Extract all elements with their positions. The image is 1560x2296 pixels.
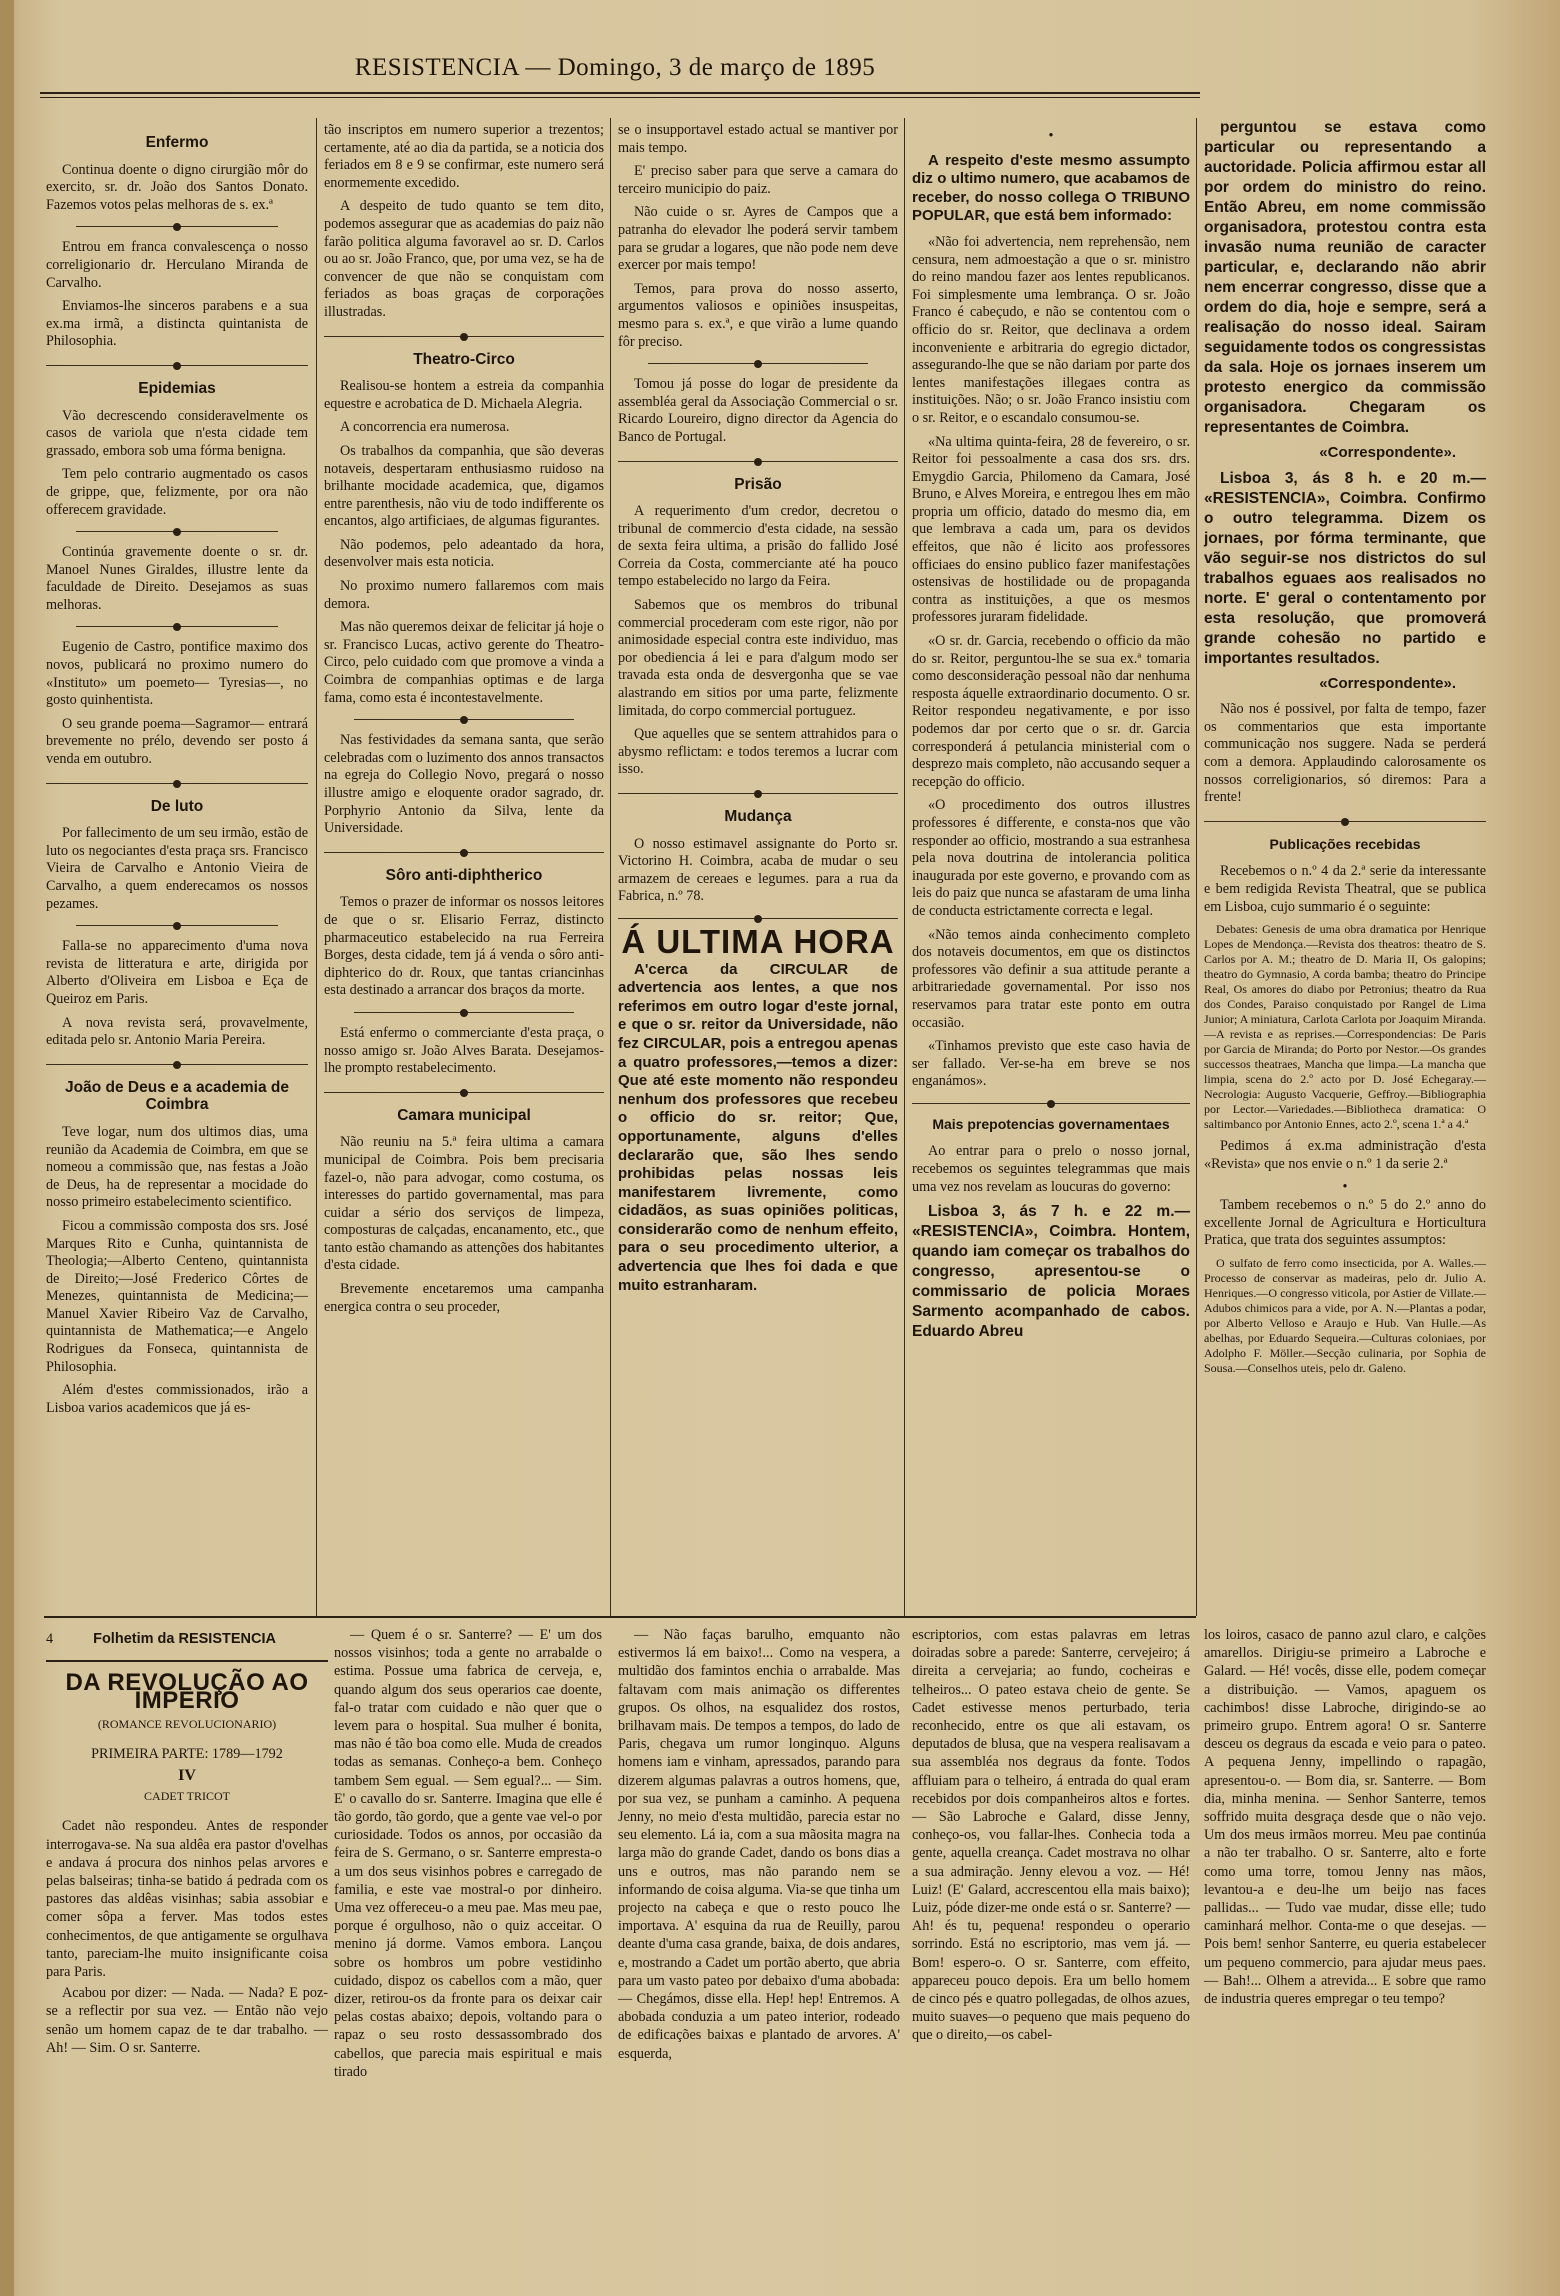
article-paragraph: «O sr. dr. Garcia, recebendo o officio da mão do sr. Reitor, perguntou-lhe se sua ex.ª tomaria como desconsideração pessoal não dar nenhuma resposta áquelle extraordinario documento. O sr. Reitor respondeu negativamente, e por isso podemos dar por certo que o sr. dr. Garcia corresponderá á petulancia ministerial com o desprezo mais completo, não accusando sequer a recepção do officio. (912, 633, 1190, 790)
separator (46, 1064, 308, 1065)
article-paragraph: Teve logar, num dos ultimos dias, uma reunião da Academia de Coimbra, em que se nomeou a commissão que, nas festas a João de Deus, ha de representar a mocidade do nosso primeiro estabelecimento scientifico. (46, 1123, 308, 1211)
separator (324, 336, 604, 337)
article-paragraph: No proximo numero fallaremos com mais demora. (324, 578, 604, 612)
section-title-prepotencias: Mais prepotencias governamentaes (932, 1115, 1170, 1132)
article-paragraph: A requerimento d'um credor, decretou o tribunal de commercio d'esta cidade, na sessão de sexta feira ultima, a prisão do fallido José Correia da Costa, commerciante até ha pouco tempo estabelecido no largo da Feira. (618, 503, 898, 590)
feuilleton-column-5 (1204, 1626, 1486, 2011)
article-paragraph: Sabemos que os membros do tribunal commercial procederam com este rigor, não por animosidade especial contra este individuo, mas por obediencia á lei e para d'algum modo ser travada esta onda de desvergonha que se vae alastrando em sitios por uma parte, felizmente limitada, do corpo commercial portuguez. (618, 597, 898, 719)
feuilleton-column-2 (334, 1626, 602, 2084)
article-paragraph: Recebemos o n.º 4 da 2.ª serie da interessante e bem redigida Revista Theatral, que se publica em Lisboa, cujo summario é o seguinte: (1204, 863, 1486, 915)
article-paragraph: Temos, para prova do nosso asserto, argumentos valiosos e opiniões insuspeitas, mesmo para s. ex.ª, e que virão a lume quando fôr preciso. (618, 280, 898, 350)
masthead-title: RESISTENCIA — Domingo, 3 de março de 1895 (354, 54, 876, 81)
article-paragraph: A concorrencia era numerosa. (340, 419, 510, 436)
separator (618, 461, 898, 462)
article-paragraph: Pedimos á ex.ma administração d'esta «Revista» que nos envie o n.º 1 da serie 2.ª (1204, 1138, 1486, 1172)
article-paragraph: Não nos é possivel, por falta de tempo, fazer os commentarios que esta importante communicação nos suggere. Nada se perderá com a demora. Applaudindo calorosamente os nossos correligionarios, só diremos: Para a frente! (1204, 701, 1486, 806)
headline-ultima-hora: Á ULTIMA HORA (621, 922, 895, 960)
article-paragraph: Temos o prazer de informar os nossos leitores de que o sr. Elisario Ferraz, distincto pharmaceutico estabelecido na rua Ferreira Borges, desta cidade, tem já á venda o sôro anti-diphterico do dr. Roux, que tantas criancinhas esta destinado a arrancar dos braços da morte. (324, 894, 604, 999)
summary-small-text: Debates: Genesis de uma obra dramatica por Henrique Lopes de Mendonça.—Revista dos theatros: theatro de S. Carlos por A. M.; theatro de D. Maria II, Os galopins; theatro do Gymnasio, A corda bamba; theatro do Principe Real, Os amores do diabo por Petronius; theatro da Rua dos Condes, Paraiso conquistado por Rangel de Lima Junior; A miniatura, Carlota Carlota por Joaquim Miranda.—A revista e as reprises.—Correspondencias: De Paris por Garcia de Miranda; do Porto por Nestor.—Os grandes successos theatraes, Mancha que limpa.—La mancha que limpia, scena do 2.º acto por D. José Echegaray.—Necrologia: Augusto Vacquerie, Geffroy.—Bibliographia por Lector.—Variedades.—Bibliotheca dramatica: O saltimbanco por Antonio Ennes, acto 2.º, scena 1.ª a 4.ª (1204, 922, 1486, 1132)
telegram-signature: «Correspondente». (1319, 674, 1456, 692)
article-paragraph: Enviamos-lhe sinceros parabens e a sua ex.ma irmã, a distincta quintanista de Philosophia. (46, 298, 308, 350)
feuilleton-rule (44, 1616, 1196, 1618)
header-rule (40, 92, 1200, 94)
article-paragraph: Ao entrar para o prelo o nosso jornal, recebemos os seguintes telegrammas que mais uma vez nos revelam as loucuras do governo: (912, 1143, 1190, 1195)
article-paragraph: Está enfermo o commerciante d'esta praça, o nosso amigo sr. João Alves Barata. Desejamos-lhe prompto restabelecimento. (324, 1024, 604, 1077)
feuilleton-paragraph: Cadet não respondeu. Antes de responder interrogava-se. Na sua aldêa era pastor d'ovelhas e andava á procura dos ninhos pelas arvores e pelas balseiras; tinha-se batido á pedrada com os pastores das aldêas visinhas; sabia assobiar e comer sôpa a ferver. Mas todos estes conhecimentos, de que antigamente se orgulhava tanto, pareciam-lhe muito insignificante coisa para Paris. (46, 1818, 328, 1981)
separator (354, 1012, 574, 1013)
separator (618, 793, 898, 794)
article-paragraph: «Não temos ainda conhecimento completo dos notaveis documentos, em que os distinctos professores vão definir a sua attitude perante a arbitrariedade governamental. Por isso nos reservamos para tratar este ponto em outra occasião. (912, 926, 1190, 1031)
article-paragraph: Continúa gravemente doente o sr. dr. Manoel Nunes Giraldes, illustre lente da faculdade de Direito. Desejamos as suas melhoras. (46, 544, 308, 613)
section-title-respeito: A respeito d'este mesmo assumpto diz o ultimo numero, que acabamos de receber, do nosso collega O TRIBUNO POPULAR, que está bem informado: (912, 151, 1190, 225)
feuilleton-number: 4 (46, 1631, 54, 1647)
separator (76, 226, 278, 227)
telegram-2: Lisboa 3, ás 8 h. e 20 m.— «RESISTENCIA», Coimbra. Confirmo o outro telegramma. Dizem os jornaes, por fórma terminante, que vão seguir-se nos districtos do sul trabalhos eguaes aos realisados no norte. E' geral o contentamento por esta resolução, que promoverá grande cohesão no partido e importantes resultados. (1204, 469, 1486, 667)
article-paragraph: Brevemente encetaremos uma campanha energica contra o seu proceder, (324, 1281, 604, 1315)
section-title-publicacoes: Publicações recebidas (1269, 835, 1421, 852)
header-rule-thin (40, 97, 1200, 98)
article-paragraph: «O procedimento dos outros illustres professores é differente, e consta-nos que vão responder ao officio, mostrando a sua estranhesa pela nova doutrina de intolerancia politica inaugurada por este governo, e provando com as leis do paiz que nunca se afastaram de uma linha de conducta estrictamente correcta e legal. (912, 797, 1190, 919)
article-paragraph: Mas não queremos deixar de felicitar já hoje o sr. Francisco Lucas, activo gerente do Theatro-Circo, pelo cuidado com que promove a vinda a Coimbra de companhias optimas e de larga fama, como esta é incontestavelmente. (324, 619, 604, 706)
article-paragraph: E' preciso saber para que serve a camara do terceiro municipio do paiz. (618, 163, 898, 197)
article-paragraph: Falla-se no apparecimento d'uma nova revista de litteratura e arte, dirigida por Alberto d'Oliveira em Lisboa e Eça de Queiroz em Paris. (46, 938, 308, 1007)
page-left-edge (0, 0, 14, 2296)
feuilleton-paragraph: los loiros, casaco de panno azul claro, e calções amarellos. Dirigiu-se primeiro a Labroche e Galard. — Hé! vocês, disse elle, podem começar a distribuição. — Vamos, apaguem os cachimbos! disse Labroche, dirigindo-se ao primeiro grupo. Entrem agora! O sr. Santerre desceu os degraus da escada e veio para o pateo. A pequena Jenny, impellindo o rapagão, apresentou-o. — Bom dia, sr. Santerre. — Bom dia, minha menina. — Senhor Santerre, temos soffrido muita desgraça desde que o não vejo. Um dos meus irmãos morreu. Meu pae continúa a não ter trabalho. O sr. Santerre, alto e forte como uma torre, tomou Jenny nas mãos, levantou-a e deu-lhe um beijo nas faces pallidas... — Tudo vae mudar, disse elle; tudo caminhará melhor. Conta-me o que desejas. — Pois bem! senhor Santerre, eu queria estabelecer um pequeno commercio, para ajudar meus paes. — Bah!... Olhem a atrevida... E sobre que ramo de industria queres empregar o teu tempo? (1204, 1627, 1486, 2008)
feuilleton-paragraph: Acabou por dizer: — Nada. — Nada? E poz-se a reflectir por sua vez. — Então não vejo senão um homem capaz de te dar trabalho. — Ah! — Sim. O sr. Santerre. (46, 1985, 328, 2056)
article-paragraph: O nosso estimavel assignante do Porto sr. Victorino H. Coimbra, acaba de mudar o seu armazem de cereaes e legumes. para a rua da Fabrica, n.º 78. (618, 835, 898, 905)
article-paragraph: Além d'estes commissionados, irão a Lisboa varios academicos que já es- (46, 1382, 308, 1416)
separator (324, 1092, 604, 1093)
separator (648, 363, 868, 364)
separator (46, 783, 308, 784)
article-paragraph: «Na ultima quinta-feira, 28 de fevereiro, o sr. Reitor foi pessoalmente a casa dos srs. drs. Emygdio Garcia, Philomeno da Camara, José Bruno, e Alves Moreira, e entregou lhes em mão propria um officio, datado do mesmo dia, em que lembrava a cada um, para os devidos effeitos, que não é licito aos professores officiaes do ensino publico fazer manifestações ostensivas de hostilidade ou de propaganda contra as instituições, a que os mesmos professores juraram fidelidade. (912, 433, 1190, 626)
article-paragraph: «Não foi advertencia, nem reprehensão, nem censura, nem admoestação a que o sr. ministro do reino mandou fazer aos lentes republicanos. Foi simplesmente uma lembrança. O sr. João Franco é cabeçudo, e não se contentou com o officio do sr. Reitor, que declinava a ordem inconveniente e arbitraria do egregio dictador, assegurando-lhe que se não dariam por parte dos lentes manifestações illegaes contra as instituições. Não; o sr. João Franco insistiu com o sr. Reitor, e o escandalo consumou-se. (912, 233, 1190, 426)
column-divider (316, 118, 317, 1616)
section-title-epidemias: Epidemias (138, 379, 216, 397)
feuilleton-chapter: IV (178, 1767, 196, 1785)
column-1 (46, 126, 308, 1423)
article-paragraph: Não podemos, pelo adeantado da hora, desenvolver mais esta noticia. (324, 536, 604, 571)
article-paragraph: Tem pelo contrario augmentado os casos de grippe, que, felizmente, por ora não offerecem gravidade. (46, 466, 308, 518)
ultima-hora-text: A'cerca da CIRCULAR de advertencia aos lentes, a que nos referimos em outro logar d'este jornal, e que o sr. reitor da Universidade, não fez CIRCULAR, pois a entregou apenas a quatro professores,—temos a dizer: Que até este momento não respondeu nenhum dos professores que recebeu o officio do sr. reitor; Que, opportunamente, alguns d'elles declararão que, são lhes sendo prohibidas pelas nossas leis manifestarem livremente, como cidadãos, as suas opiniões politicas, considerarão como de nenhum effeito, para o seu procedimento ulterior, a advertencia que lhes foi dada e que muito estranharam. (618, 960, 898, 1294)
column-divider (610, 118, 611, 1616)
article-paragraph: Ficou a commissão composta dos srs. José Marques Rito e Cunha, quintannista de Theologia;—Alberto Centeno, quintannista de Direito;—José Frederico Côrtes de Menezes, quintannista de Medicina;—Manuel Xavier Ribeiro Vaz de Carvalho, quintannista de Mathematica;—e Angelo Rodrigues da Fonseca, quintannista de Philosophia. (46, 1217, 308, 1375)
article-paragraph: Não reuniu na 5.ª feira ultima a camara municipal de Coimbra. Pois bem precisaria fazel-o, não para advogar, como costuma, os interesses do partido governamental, mas para cuidar a sério dos serviços de limpeza, composturas de calçadas, encanamento, etc., que tanto estão chamando as attenções dos habitantes d'esta cidade. (324, 1134, 604, 1274)
separator (76, 925, 278, 926)
separator (618, 918, 898, 919)
column-5: perguntou se estava como particular ou representando a auctoridade. Policia affirmou estar all por ordem do ministro do reino. Então Abreu, em nome commissão organisadora, protestou contra esta invasão numa reunião de caracter particular, e, declarando não abrir nem encerrar congresso, disse que a ordem do dia, hoje e sempre, será a realisação do nosso ideal. Sairam seguidamente todos os congressistas da sala. Hoje os jornaes inserem um protesto energico da commissão organisadora. Chegaram os representantes de Coimbra. «Correspondente». Lisboa 3, ás 8 h. e 20 m.— «RESISTENCIA», Coimbra. Confirmo o outro telegramma. Dizem os jornaes, por fórma terminante, que vão seguir-se nos districtos do sul trabalhos eguaes aos realisados no norte. E' geral o contentamento por esta resolução, que promoverá grande cohesão no partido e importantes resultados. «Correspondente». Não nos é possivel, por falta de tempo, fazer os commentarios que esta importante communicação nos suggere. Nada se perderá com a demora. Applaudindo calorosamente os nossos correligionarios, só diremos: Para a frente! Publicações recebidas Recebemos o n.º 4 da 2.ª serie da interessante e bem redigida Revista Theatral, que se publica em Lisboa, cujo summario é o seguinte: Debates: Genesis de uma obra dramatica por Henrique Lopes de Mendonça.—Revista dos theatros: theatro de S. Carlos por A. M.; theatro de D. Maria II, Os galopins; theatro do Gymnasio, A corda bamba; theatro do Principe Real, Os amores do diabo por Petronius; theatro da Rua dos Condes, Paraiso conquistado por Rangel de Lima Junior; A miniatura, Carlota Carlota por Joaquim Miranda.—A revista e as reprises.—Correspondencias: De Paris por Garcia de Miranda; do Porto por Nestor.—Os grandes successos theatraes, Mancha que limpa.—La mancha que limpia, scena do 2.º acto por D. José Echegaray.—Necrologia: Augusto Vacquerie, Geffroy.—Bibliographia por Lector.—Variedades.—Bibliotheca dramatica: O saltimbanco por Antonio Ennes, acto 2.º, scena 1.ª a 4.ª Pedimos á ex.ma administração d'esta «Revista» que nos envie o n.º 1 da serie 2.ª • Tambem recebemos o n.º 5 do 2.º anno do excellente Jornal de Agricultura e Horticultura Pratica, que trata dos seguintes assumptos: O sulfato de ferro como insecticida, por A. Walles.—Processo de conservar as madeiras, pelo dr. Julio A. Henriques.—O congresso viticola, por Astier de Villate.—Adubos chimicos para a vide, por A. N.—Plantas a podar, por Alberto Velloso e Araujo e Hub. Van Hulle.—As abelhas, por Eduardo Sequeira.—Culturas coloniaes, por Adolpho F. Möller.—Secção culinaria, por Sophia de Sousa.—Conselhos uteis, pelo dr. Galeno. (1204, 119, 1486, 1375)
feuilleton-column-1 (46, 1630, 328, 2060)
column-3 (618, 122, 898, 1301)
feuilleton-subtitle: (ROMANCE REVOLUCIONARIO) (97, 1716, 277, 1731)
summary-small-text: O sulfato de ferro como insecticida, por A. Walles.—Processo de conservar as madeiras, pelo dr. Julio A. Henriques.—O congresso viticola, por Astier de Villate.—Adubos chimicos para a vide, por A. N.—Plantas a podar, por Alberto Velloso e Araujo e Hub. Van Hulle.—As abelhas, por Eduardo Sequeira.—Culturas coloniaes, por Adolpho F. Möller.—Secção culinaria, por Sophia de Sousa.—Conselhos uteis, pelo dr. Galeno. (1204, 1255, 1486, 1375)
feuilleton-part: PRIMEIRA PARTE: 1789—1792 (91, 1745, 283, 1762)
feuilleton-column-4 (912, 1626, 1190, 2048)
feuilleton-paragraph: — Quem é o sr. Santerre? — E' um dos nossos visinhos; toda a gente no arrabalde o estima. Possue uma fabrica de cerveja, e, quando algum dos seus operarios cae doente, fal-o tratar com cuidado e não quer que o levem para o hospital. Sua mulher é bonita, mas não é tão boa como elle. Muda de creados todas as semanas. Conheço-a bem. Conheço tambem Sem egual. — Sem egual?... — Sim. E' o cavallo do sr. Santerre. Imagina que elle é tão gordo, tão gordo, que a gente vae vel-o por curiosidade. Todos os annos, por occasião da feira de S. Germano, o sr. Santerre empresta-o a um dos seus visinhos pobres e carregado de familia, e este vae mostral-o por dinheiro. Uma vez offereceu-o a meu pae. Mas meu pae, porque é orgulhoso, não o quiz acceitar. O menino já dorme. Vamos embora. Lançou sobre os hombros um pobre vestidinho cuidado, dispoz os cabellos com a mão, quer dizer, retirou-os da fronte para os deixar cair pelas costas abaixo; depois, voltando para o rapaz o seu rosto dessassombrado dos cabellos, que parecia mais espiritual e mais tirado (334, 1627, 602, 2080)
article-paragraph: Nas festividades da semana santa, que serão celebradas com o luzimento dos annos transactos na egreja do Collegio Novo, pregará o nosso illustre amigo e eloquente orador sagrado, dr. Porphyrio Antonio da Silva, lente da Universidade. (324, 732, 604, 837)
section-title-theatro-circo: Theatro-Circo (413, 350, 515, 368)
column-divider (1196, 118, 1197, 1616)
article-paragraph: tão inscriptos em numero superior a trezentos; certamente, até ao dia da partida, se a noticia dos feriados em 8 e 9 se confirmar, este numero será enormemente excedido. (324, 122, 604, 191)
article-paragraph: O seu grande poema—Sagramor— entrará brevemente no prélo, devendo ser posto á venda em outubro. (46, 715, 308, 768)
separator (76, 626, 278, 627)
section-title-enfermo: Enfermo (145, 134, 209, 151)
separator (354, 719, 574, 720)
feuilleton-rule-small (46, 1660, 328, 1662)
article-paragraph: Os trabalhos da companhia, que são deveras notaveis, despertaram enthusiasmo ruidoso na brilhante mocidade academica, que, digamos entre parenthesis, não viu de todo indifferente os encantos, algo artificiaes, de algumas figurantes. (324, 442, 604, 530)
article-paragraph: Que aquelles que se sentem attrahidos para o abysmo reflictam: e todos teremos a lucrar com isso. (618, 726, 898, 778)
section-title-soro: Sôro anti-diphtherico (385, 866, 543, 884)
separator (1204, 821, 1486, 822)
article-paragraph: se o insupportavel estado actual se mantiver por mais tempo. (618, 122, 898, 156)
separator (912, 1103, 1190, 1104)
telegram-1-continued: perguntou se estava como particular ou representando a auctoridade. Policia affirmou estar all por ordem do ministro do reino. Então Abreu, em nome commissão organisadora, protestou contra esta invasão numa reunião de caracter particular, e, declarando não abrir nem encerrar congresso, disse que a ordem do dia, hoje e sempre, será a realisação do nosso ideal. Sairam seguidamente todos os congressistas da sala. Hoje os jornaes inserem um protesto energico da commissão organisadora. Chegaram os representantes de Coimbra. (1204, 119, 1486, 436)
section-title-joao-de-deus: João de Deus e a academia de Coimbra (65, 1078, 289, 1114)
article-paragraph: Realisou-se hontem a estreia da companhia equestre e acrobatica de D. Michaela Alegria. (324, 378, 604, 412)
article-paragraph: Por fallecimento de um seu irmão, estão de luto os negociantes d'esta praça srs. Francisco Vieira de Carvalho e Antonio Vieira de Carvalho, a quem enderecamos os nossos pezames. (46, 825, 308, 912)
separator (46, 365, 308, 366)
article-paragraph: A nova revista será, provavelmente, editada pelo sr. Antonio Maria Pereira. (46, 1014, 308, 1049)
telegram-signature: «Correspondente». (1319, 444, 1456, 461)
article-paragraph: Continua doente o digno cirurgião môr do exercito, sr. dr. João dos Santos Donato. Fazemos votos pelas melhoras de s. ex.ª (46, 161, 308, 213)
feuilleton-chapter-title: CADET TRICOT (144, 1789, 230, 1804)
section-title-deluto: De luto (150, 797, 204, 815)
column-divider (904, 118, 905, 1616)
separator (76, 531, 278, 532)
article-paragraph: Entrou em franca convalescença o nosso correligionario dr. Herculano Miranda de Carvalho. (46, 239, 308, 291)
article-paragraph: Eugenio de Castro, pontifice maximo dos novos, publicará no proximo numero do «Instituto» um poemeto— Tyresias—, no gosto quinhentista. (46, 639, 308, 709)
separator (324, 852, 604, 853)
article-paragraph: Tambem recebemos o n.º 5 do 2.º anno do excellente Jornal de Agricultura e Horticultura Pratica, que trata dos seguintes assumptos: (1204, 1196, 1486, 1249)
feuilleton-paragraph: escriptorios, com estas palavras em letras doiradas sobre a parede: Santerre, cervejeiro; á direita a cervejaria; ao fundo, cocheiras e telheiros... O pateo estava cheio de gente. Se Cadet estivesse menos perturbado, teria reconhecido, entre os que ali estavam, os deputados de blusa, que na vespera realisavam a sua assembléa nos degraus da fonte. Todos affluiam para o telheiro, á entrada do qual eram recebidos por dois companheiros altos e fortes. — São Labroche e Galard, disse Jenny, conheço-os, vou fallar-lhes. Conhecia toda a gente, aquella creança. Cadet mostrava no olhar a sua admiração. Jenny elevou a voz. — Hé! Luiz! (E' Galard, accrescentou ella mais baixo); Luiz, póde dizer-me onde está o sr. Santerre? — Ah! és tu, pequena! respondeu o operario sorrindo. Está no escriptorio, mas vem já. — Bom! espero-o. O sr. Santerre, com effeito, appareceu pouco depois. Era um bello homem de cinco pés e quatro pollegadas, de olhos azues, muito suaves—o pequeno que mais pequeno do que o direito,—os cabel- (912, 1627, 1190, 2044)
feuilleton-paragraph: — Não faças barulho, emquanto não estivermos lá em baixo!... Como na vespera, a multidão dos famintos enchia o arrabalde. Mas faltavam com mais animação os differentes grupos. Os olhos, na esqualidez dos rostos, brilhavam mais. De tempos a tempos, do lado de Paris, chegava um rumor longinquo. Alguns homens iam e vinham, apressados, parando para dizerem algumas palavras a outros homens, que, por sua vez, se punham a caminho. A pequena Jenny, no meio d'esta multidão, parecia estar no seu elemento. Lá ia, com a sua mãosita magra na larga mão do grande Cadet, dando os bons dias a uns e outros, mas não parando nem se informando de coisa alguma. Via-se que tinha um projecto na cabeça e que o resto pouco lhe importava. A' esquina da rua de Reuilly, parou deante d'uma casa grande, baixa, de dois andares, e, mostrando a Cadet um portão aberto, que abria para um vasto pateo por debaixo d'uma abobada: — Chegámos, disse ella. Hep! hep! Entremos. A abobada conduzia a um pateo interior, rodeado de edificações baixas e plantado de arvores. A' esquerda, (618, 1627, 900, 2062)
article-paragraph: Vão decrescendo consideravelmente os casos de variola que n'esta cidade tem grassado, embora sob uma fórma benigna. (46, 407, 308, 459)
column-4: • A respeito d'este mesmo assumpto diz o ultimo numero, que acabamos de receber, do nosso collega O TRIBUNO POPULAR, que está bem informado: «Não foi advertencia, nem reprehensão, nem censura, nem admoestação a que o sr. ministro do reino mandou fazer aos lentes republicanos. Foi simplesmente uma lembrança. O sr. João Franco é cabeçudo, e não se contentou com o officio do sr. Reitor, que declinava a ordem inconveniente e arbitraria do egregio dictador, assegurando-lhe que se não dariam por parte dos lentes manifestações illegaes contra as instituições. Não; o sr. João Franco insistiu com o sr. Reitor, e o escandalo consumou-se. «Na ultima quinta-feira, 28 de fevereiro, o sr. Reitor foi pessoalmente a casa dos srs. drs. Emygdio Garcia, Philomeno da Camara, José Bruno, e Alves Moreira, e entregou lhes em mão propria um officio, datado do mesmo dia, em que lembrava a cada um, para os devidos effeitos, que não é licito aos professores officiaes do ensino publico fazer manifestações ostensivas de hostilidade ou de propaganda contra as instituições, a que os mesmos professores juraram fidelidade. «O sr. dr. Garcia, recebendo o officio da mão do sr. Reitor, perguntou-lhe se sua ex.ª tomaria como desconsideração pessoal não dar nenhuma resposta áquelle extraordinario documento. O sr. Reitor respondeu negativamente, e por isso podemos dar por certo que o sr. dr. Garcia corresponderá á petulancia ministerial com o desprezo mais completo, não accusando sequer a recepção do officio. «O procedimento dos outros illustres professores é differente, e consta-nos que vão responder ao officio, mostrando a sua estranhesa pela nova doutrina de intolerancia politica inaugurada por este governo, e provando com as leis do paiz que nunca se afastaram de uma linha de conducta estrictamente correcta e legal. «Não temos ainda conhecimento completo dos notaveis documentos, em que os distinctos professores vão definir a sua attitude perante a arbitrariedade governamental. Por isso nos reservamos para tratar este ponto em outra occasião. «Tinhamos previsto que este caso havia de ser fallado. Ver-se-ha em breve se nos enganámos». Mais prepotencias governamentaes Ao entrar para o prelo o nosso jornal, recebemos os seguintes telegrammas que mais uma vez nos revelam as loucuras do governo: Lisboa 3, ás 7 h. e 22 m.— «RESISTENCIA», Coimbra. Hontem, quando iam começar os trabalhos do congresso, apresentou-se o commissario de policia Moraes Sarmento acompanhado de cabos. Eduardo Abreu (912, 128, 1190, 1341)
feuilleton-title: DA REVOLUÇÃO AO IMPERIO (65, 1669, 309, 1715)
section-title-prisao: Prisão (734, 475, 782, 493)
feuilleton-label: Folhetim da RESISTENCIA (93, 1631, 276, 1647)
section-title-camara: Camara municipal (397, 1106, 531, 1124)
article-paragraph: Tomou já posse do logar de presidente da assembléa geral da Associação Commercial o sr. Ricardo Loureiro, digno director da Agencia do Banco de Portugal. (618, 376, 898, 445)
article-paragraph: «Tinhamos previsto que este caso havia de ser fallado. Ver-se-ha em breve se nos enganámos». (912, 1038, 1190, 1090)
article-paragraph: Não cuide o sr. Ayres de Campos que a patranha do elevador lhe poderá servir tambem para se grudar a logares, que não pode nem deve exercer por mais tempo! (618, 204, 898, 274)
article-paragraph: A despeito de tudo quanto se tem dito, podemos assegurar que as academias do paiz não farão politica alguma favoravel ao sr. D. Carlos ou ao sr. João Franco, que, por uma vez, se ha de convencer de que não se conquistam com feriados as boas graças de corporações illustradas. (324, 198, 604, 320)
column-2 (324, 122, 604, 1322)
section-title-mudanca: Mudança (724, 808, 792, 825)
feuilleton-column-3 (618, 1626, 900, 2066)
telegram-1: Lisboa 3, ás 7 h. e 22 m.— «RESISTENCIA», Coimbra. Hontem, quando iam começar os trabalhos do congresso, apresentou-se o commissario de policia Moraes Sarmento acompanhado de cabos. Eduardo Abreu (912, 1203, 1190, 1341)
